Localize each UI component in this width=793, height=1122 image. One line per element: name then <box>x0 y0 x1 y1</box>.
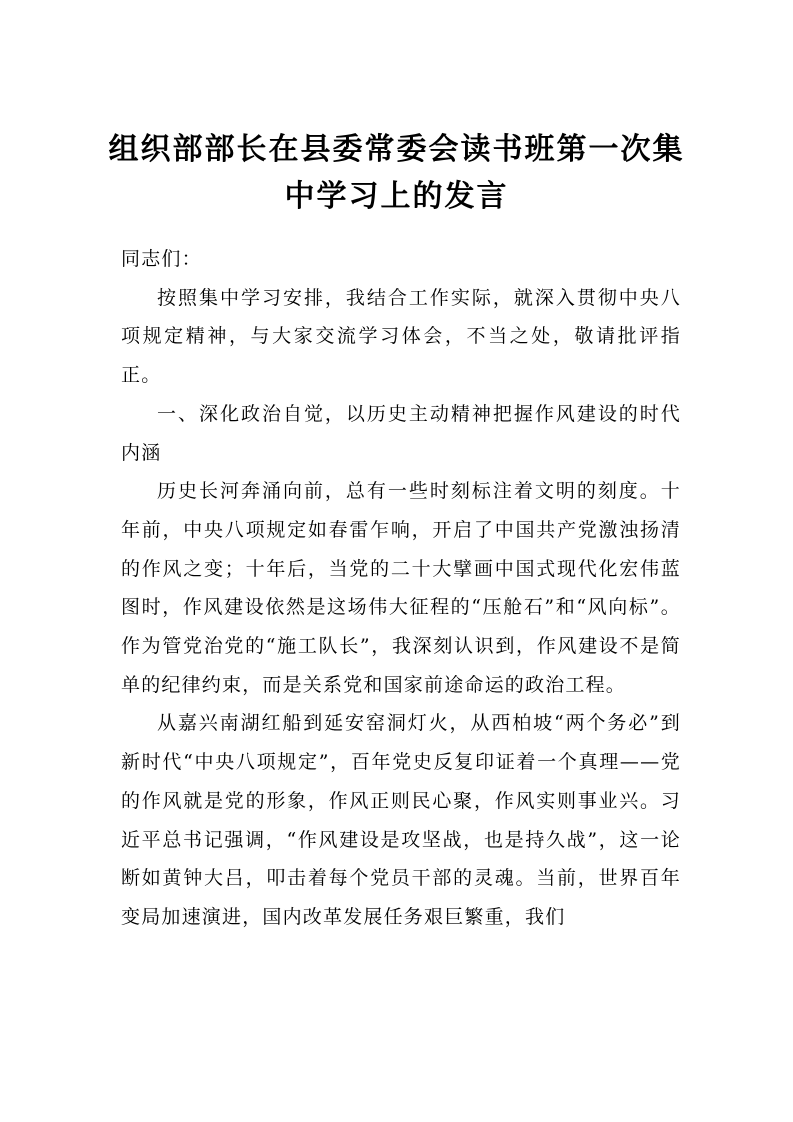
section-heading-1: 一、深化政治自觉，以历史主动精神把握作风建设的时代内涵 <box>121 402 681 464</box>
salutation: 同志们： <box>121 248 202 270</box>
document-title-line-1: 组织部部长在县委常委会读书班第一次集 <box>108 132 685 167</box>
paragraph-history: 历史长河奔涌向前，总有一些时刻标注着文明的刻度。十年前，中央八项规定如春雷乍响，开启了中国共产党激浊扬清的作风之变；十年后，当党的二十大擘画中国式现代化宏伟蓝图时，作风建设依然是这场伟大征程的“压舱石”和“风向标”。作为管党治党的“施工队长”，我深刻认识到，作风建设不是简单的纪律约束，而是关系党和国家前途命运的政治工程。 <box>121 480 681 696</box>
document-body <box>121 240 681 937</box>
document-title-line-2: 中学习上的发言 <box>284 179 509 214</box>
paragraph-intro: 按照集中学习安排，我结合工作实际，就深入贯彻中央八项规定精神，与大家交流学习体会，不当之处，敬请批评指正。 <box>121 286 681 387</box>
paragraph-party-history: 从嘉兴南湖红船到延安窑洞灯火，从西柏坡“两个务必”到新时代“中央八项规定”，百年党史反复印证着一个真理——党的作风就是党的形象，作风正则民心聚，作风实则事业兴。习近平总书记强调，“作风建设是攻坚战，也是持久战”，这一论断如黄钟大吕，叩击着每个党员干部的灵魂。当前，世界百年变局加速演进，国内改革发展任务艰巨繁重，我们 <box>121 712 681 928</box>
